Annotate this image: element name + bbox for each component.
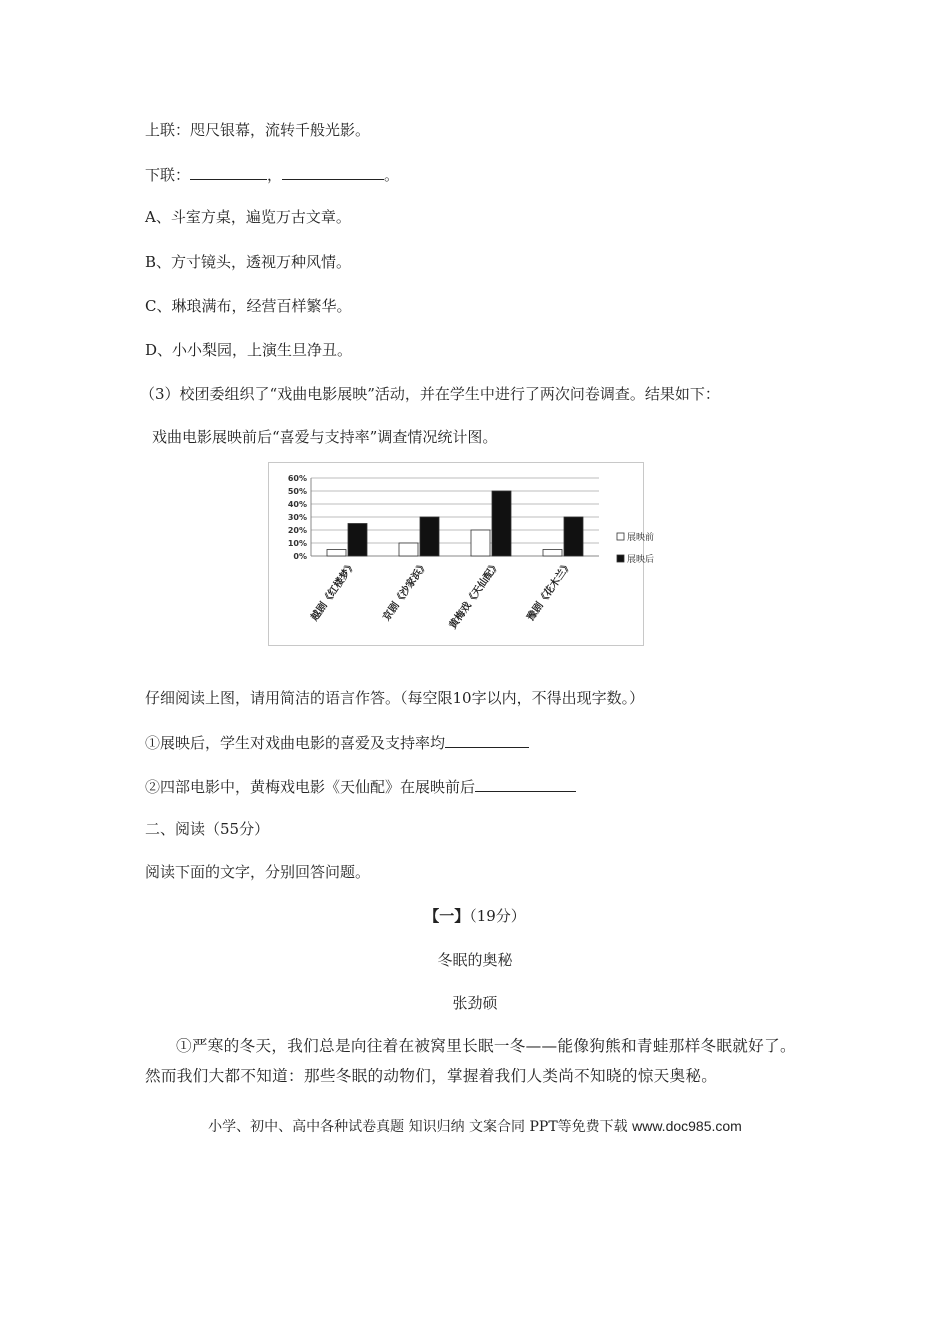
option-d: D、小小梨园，上演生旦净丑。: [145, 341, 353, 359]
x-tick-label: 豫剧《花木兰》: [525, 559, 575, 624]
footer-url[interactable]: www.doc985.com: [632, 1118, 742, 1134]
legend-swatch: [617, 533, 624, 540]
y-tick-label: 30%: [287, 513, 307, 522]
bar-after: [492, 491, 511, 556]
x-tick-label: 京剧《沙家浜》: [381, 559, 431, 624]
bar-before: [543, 550, 562, 557]
q3-item-1: [145, 731, 529, 753]
q3-intro: （3）校团委组织了“戏曲电影展映”活动，并在学生中进行了两次问卷调查。结果如下：: [140, 385, 720, 403]
xialian-blank-2[interactable]: [282, 163, 384, 180]
footer-text: 小学、初中、高中各种试卷真题 知识归纳 文案合同 PPT等免费下载: [208, 1119, 628, 1135]
option-b: B、方寸镜头，透视万种风情。: [145, 253, 352, 271]
shanglian-line: 上联：咫尺银幕，流转千般光影。: [145, 121, 371, 139]
article-title: 冬眠的奥秘: [437, 951, 513, 969]
y-tick-label: 20%: [287, 526, 307, 535]
y-tick-label: 50%: [287, 487, 307, 496]
article-paragraph-1: ①严寒的冬天，我们总是向往着在被窝里长眠一冬——能像狗熊和青蛙那样冬眠就好了。然而我们大都不知道：那些冬眠的动物们，掌握着我们人类尚不知晓的惊天奥秘。: [145, 1037, 796, 1085]
bar-after: [348, 524, 367, 557]
bar-before: [471, 530, 490, 556]
part-score: （19分）: [469, 907, 526, 925]
chart-svg: [269, 463, 655, 645]
xialian-comma: ，: [267, 166, 283, 184]
footer: [0, 1116, 950, 1136]
legend-label: 展映前: [627, 533, 655, 543]
option-c: C、琳琅满布，经营百样繁华。: [145, 297, 352, 315]
x-tick-label: 越剧《红楼梦》: [309, 559, 359, 624]
xialian-blank-1[interactable]: [190, 163, 267, 180]
xialian-line: [145, 163, 399, 185]
q3-item-2: [145, 775, 576, 797]
legend-swatch: [617, 555, 624, 562]
section2-heading: 二、阅读（55分）: [145, 820, 270, 838]
option-a: A、斗室方桌，遍览万古文章。: [145, 208, 351, 226]
xialian-label: 下联：: [145, 166, 191, 184]
item2-text: ②四部电影中，黄梅戏电影《天仙配》在展映前后: [145, 778, 476, 796]
legend-label: 展映后: [627, 555, 655, 565]
section2-instruction: 阅读下面的文字，分别回答问题。: [145, 863, 371, 881]
bar-after: [564, 517, 583, 556]
bar-after: [420, 517, 439, 556]
item2-blank[interactable]: [475, 775, 576, 792]
bar-before: [327, 550, 346, 557]
article-author: 张劲硕: [452, 994, 498, 1012]
y-tick-label: 40%: [287, 500, 307, 509]
y-tick-label: 60%: [287, 474, 307, 483]
bar-chart: [268, 462, 655, 646]
xialian-end: 。: [384, 166, 400, 184]
y-tick-label: 10%: [287, 539, 307, 548]
item1-text: ①展映后，学生对戏曲电影的喜爱及支持率均: [145, 734, 446, 752]
q3-instruction: 仔细阅读上图，请用简洁的语言作答。（每空限10字以内，不得出现字数。）: [145, 689, 645, 707]
part-one-heading: [0, 906, 950, 926]
x-tick-label: 黄梅戏《天仙配》: [447, 559, 503, 632]
chart-caption: 戏曲电影展映前后“喜爱与支持率”调查情况统计图。: [152, 428, 498, 446]
y-tick-label: 0%: [293, 552, 307, 561]
item1-blank[interactable]: [445, 731, 529, 748]
part-label: 【一】: [424, 907, 470, 925]
bar-before: [399, 543, 418, 556]
